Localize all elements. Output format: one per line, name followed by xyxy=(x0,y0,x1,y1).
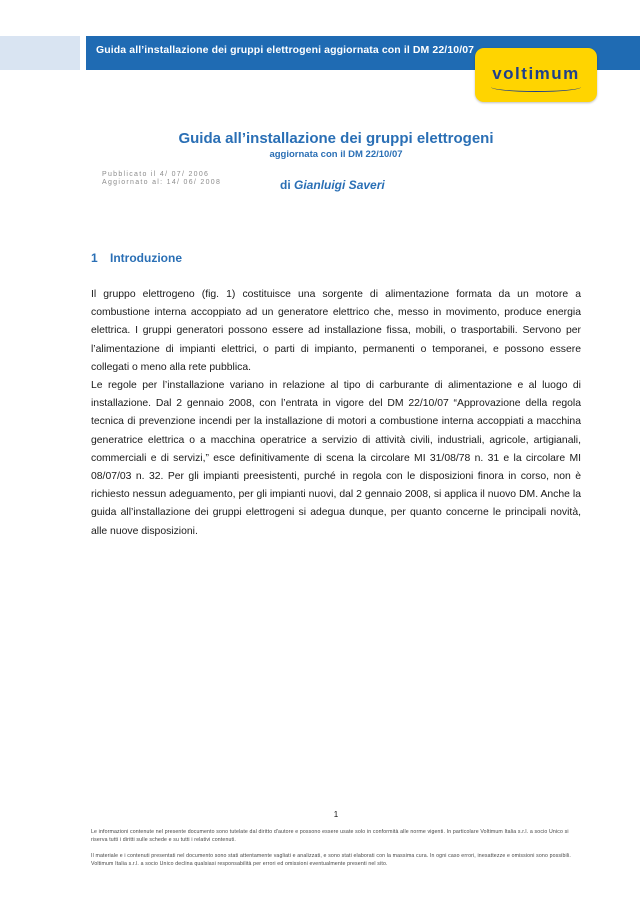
document-subtitle: aggiornata con il DM 22/10/07 xyxy=(269,149,403,160)
footer-disclaimer: Il materiale e i contenuti presentati nel documento sono stati attentamente vagliati e analizzati, e sono stati elaborati con la massima cura. In ogni caso errori, inesattezze e omissioni sono possibili. Voltimum Italia s.r.l. a socio Unico declina qualsiasi responsabilità per errori ed omissioni eventualmente presenti nel sito. xyxy=(91,853,571,867)
publication-dates xyxy=(102,171,221,187)
updated-date: Aggiornato al: 14/ 06/ 2008 xyxy=(102,179,222,186)
logo-text: voltimum xyxy=(492,64,580,83)
section-title: Introduzione xyxy=(110,251,182,265)
author-line xyxy=(280,178,385,192)
section-heading xyxy=(91,251,182,265)
voltimum-logo xyxy=(475,48,597,102)
document-title: Guida all’installazione dei gruppi elettrogeni xyxy=(178,130,494,147)
paragraph: Il gruppo elettrogeno (fig. 1) costituisce una sorgente di alimentazione formata da un motore a combustione interna accoppiato ad un generatore elettrico che, messo in movimento, produce energia elettrica. I gruppi generatori possono essere ad installazione fissa, mobili, o trasportabili. Servono per l’alimentazione di impianti elettrici, o parti di impianto, permanenti o temporanei, e possono essere collegati o meno alla rete pubblica. xyxy=(91,289,581,373)
logo-swoosh-icon xyxy=(491,82,581,92)
author-prefix: di xyxy=(280,178,291,192)
header-accent-strip xyxy=(0,36,80,70)
author-name: Gianluigi Saveri xyxy=(294,178,385,192)
body-text xyxy=(91,286,581,541)
header-title: Guida all’installazione dei gruppi elettrogeni aggiornata con il DM 22/10/07 xyxy=(96,44,475,56)
footer-copyright-notice: Le informazioni contenute nel presente documento sono tutelate dal diritto d'autore e possono essere usate solo in conformità alle norme vigenti. In particolare Voltimum Italia s.r.l. a socio Unico si riserva tutti i diritti sulle schede e su tutti i relativi contenuti. xyxy=(91,829,569,843)
section-number: 1 xyxy=(91,251,98,265)
page-number: 1 xyxy=(333,810,339,819)
paragraph: Le regole per l’installazione variano in relazione al tipo di carburante di alimentazione e al luogo di installazione. Dal 2 gennaio 2008, con l’entrata in vigore del DM 22/10/07 “Approvazione della regola tecnica di prevenzione incendi per la installazione di motori a combustione interna accoppiati a macchina generatrice elettrica o a macchina operatrice a servizio di attività civili, industriali, agricole, artigianali, commerciali e di servizi,” esce definitivamente di scena la circolare MI 31/08/78 n. 31 e la circolare MI 08/07/03 n. 32. Per gli impianti preesistenti, purché in regola con le disposizioni finora in corso, non è richiesto nessun adeguamento, per gli impianti nuovi, dal 2 gennaio 2008, si applica il nuovo DM. Anche la guida all’installazione dei gruppi elettrogeni si adegua dunque, per quanto concerne le principali novità, alle nuove disposizioni. xyxy=(91,380,581,537)
published-date: Pubblicato il 4/ 07/ 2006 xyxy=(102,171,210,178)
